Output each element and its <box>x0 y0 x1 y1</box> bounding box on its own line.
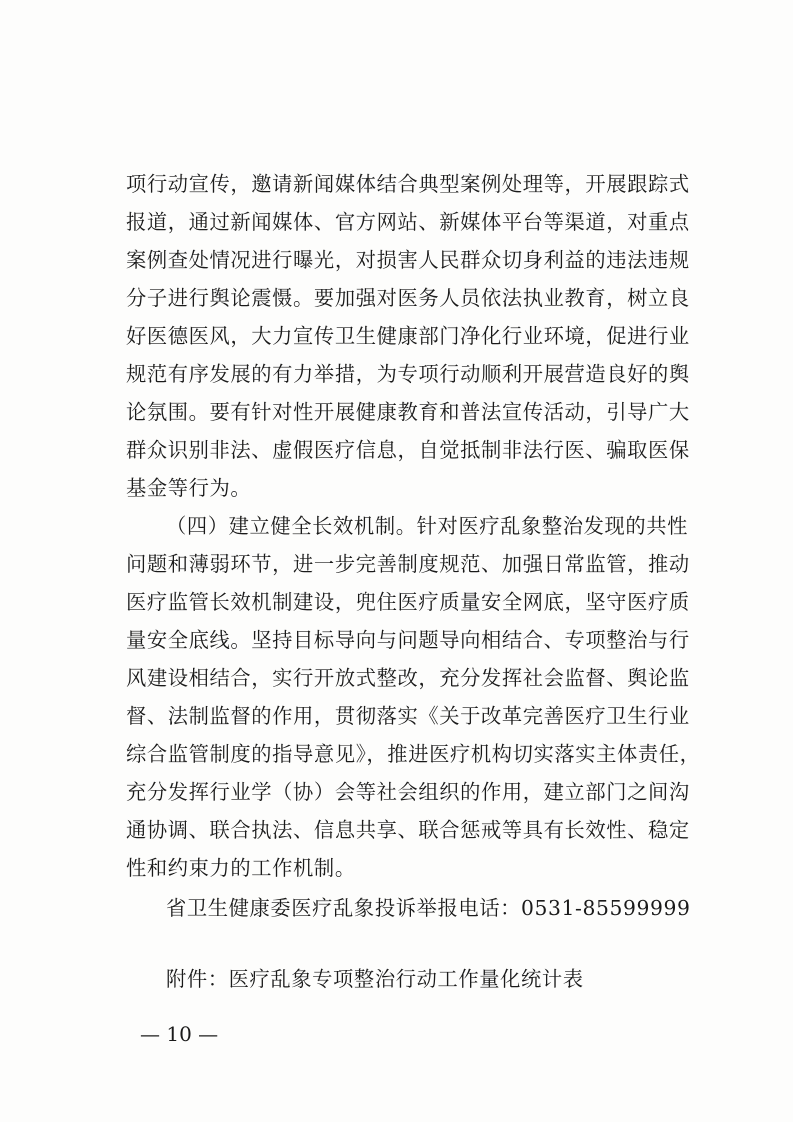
paragraph-line: 论氛围。要有针对性开展健康教育和普法宣传活动，引导广大 <box>126 400 690 424</box>
paragraph-line: 案例查处情况进行曝光，对损害人民群众切身利益的违法违规 <box>126 248 690 272</box>
paragraph-line: 医疗监管长效机制建设，兜住医疗质量安全网底，坚守医疗质 <box>126 590 690 614</box>
attachment-line: 附件：医疗乱象专项整治行动工作量化统计表 <box>166 967 584 991</box>
paragraph-line: 项行动宣传，邀请新闻媒体结合典型案例处理等，开展跟踪式 <box>126 172 690 196</box>
paragraph-line: 性和约束力的工作机制。 <box>126 856 356 880</box>
paragraph-line: 充分发挥行业学（协）会等社会组织的作用，建立部门之间沟 <box>126 780 690 804</box>
section-heading-line: （四）建立健全长效机制。针对医疗乱象整治发现的共性 <box>166 514 689 538</box>
paragraph-line: 问题和薄弱环节，进一步完善制度规范、加强日常监管，推动 <box>126 552 690 576</box>
paragraph-line: 群众识别非法、虚假医疗信息，自觉抵制非法行医、骗取医保 <box>126 438 690 462</box>
paragraph-line: 风建设相结合，实行开放式整改，充分发挥社会监督、舆论监 <box>126 666 690 690</box>
paragraph-line: 规范有序发展的有力举措，为专项行动顺利开展营造良好的舆 <box>126 362 690 386</box>
paragraph-line: 督、法制监督的作用，贯彻落实《关于改革完善医疗卫生行业 <box>126 704 690 728</box>
paragraph-line: 报道，通过新闻媒体、官方网站、新媒体平台等渠道，对重点 <box>126 210 690 234</box>
hotline-line: 省卫生健康委医疗乱象投诉举报电话：0531-85599999 <box>166 896 691 920</box>
paragraph-line: 量安全底线。坚持目标导向与问题导向相结合、专项整治与行 <box>126 628 690 652</box>
paragraph-line: 综合监管制度的指导意见》，推进医疗机构切实落实主体责任， <box>126 742 701 766</box>
paragraph-line: 好医德医风，大力宣传卫生健康部门净化行业环境，促进行业 <box>126 324 690 348</box>
paragraph-line: 基金等行为。 <box>126 476 252 500</box>
paragraph-line: 分子进行舆论震慑。要加强对医务人员依法执业教育，树立良 <box>126 286 690 310</box>
paragraph-line: 通协调、联合执法、信息共享、联合惩戒等具有长效性、稳定 <box>126 818 690 842</box>
page-number: — 10 — <box>140 1022 219 1046</box>
